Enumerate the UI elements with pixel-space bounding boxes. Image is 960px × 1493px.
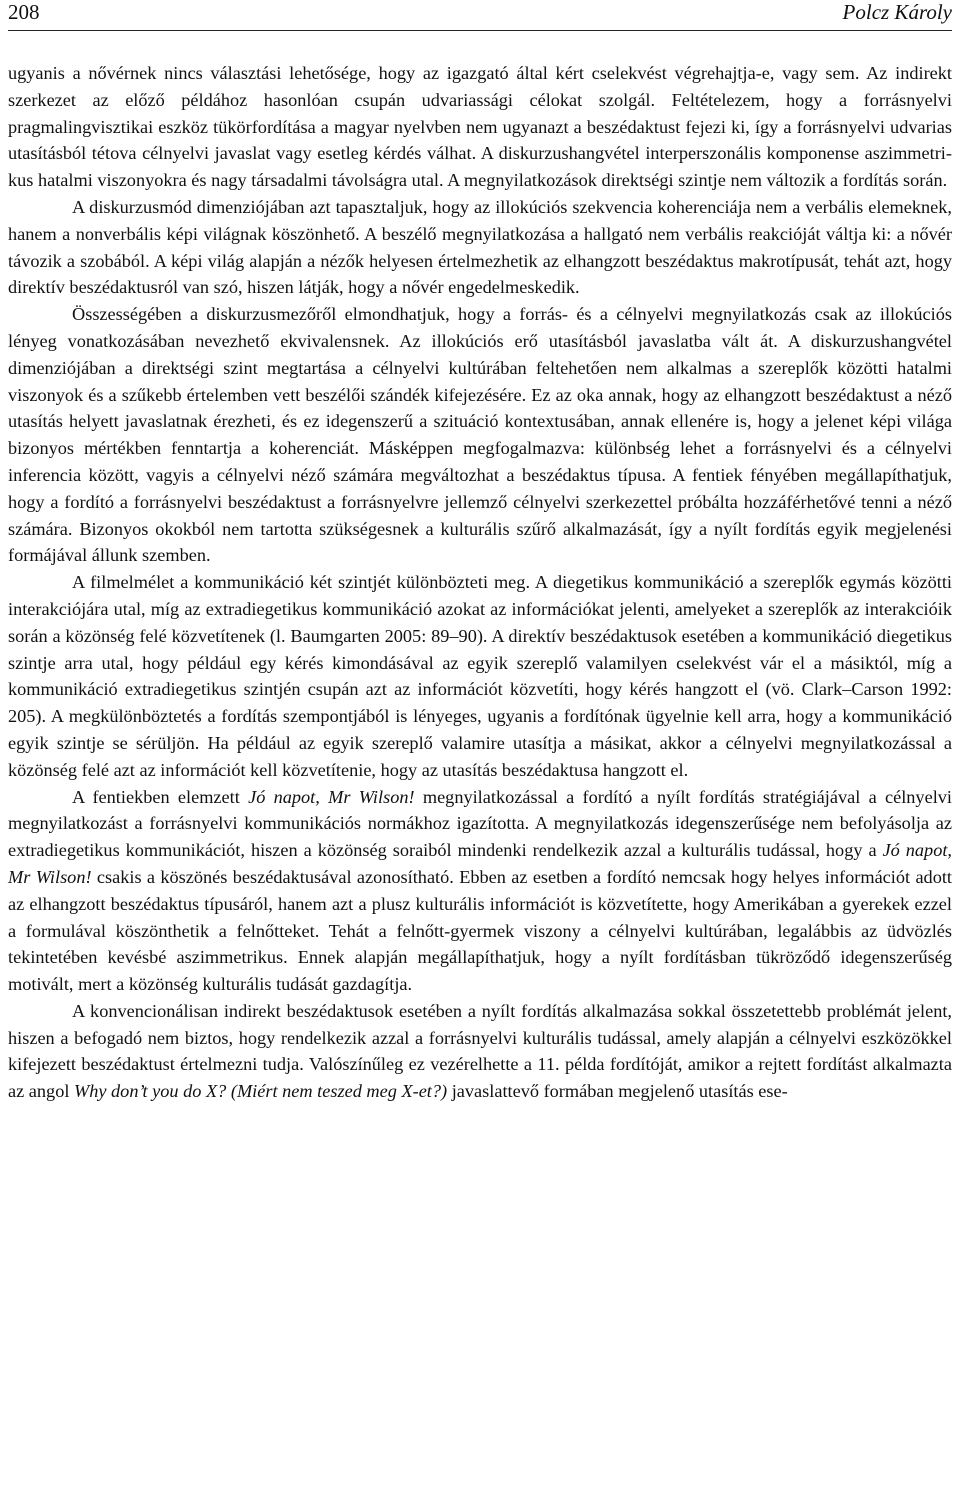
text-run: A filmelmélet a kommunikáció két szintjét különbözteti meg. A diegetikus kommunikáció a szereplők egymás közötti interakciójára utal, míg az extradiegetikus kommunikáció azokat az információkat jelenti, amelyeket a szereplők az interakcióik során a közönség felé közvetítenek (l. Baumgarten 2005: 89–90). A direktív beszédaktusok esetében a kommunikáció diegetikus szintje arra utal, hogy például egy kérés kimondásával az egyik szereplő valamilyen cselekvést vár el a másiktól, míg a kommunikáció extradiegetikus szintjén csupán azt az információt közvetíti, hogy kérés hangzott el (vö. Clark–Carson 1992: 205). A megkülönböztetés a fordítás szempontjából is lényeges, ugyanis a fordítónak ügyelnie kell arra, hogy a kommunikáció egyik szintje se sérüljön. Ha például az egyik szereplő valamire utasítja a másikat, akkor a célnyelvi megnyilatkozással a közönség felé azt az információt kell közvetítenie, hogy az utasítás beszédaktusa hangzott el. [8, 572, 952, 780]
text-run: Összességében a diskurzusmezőről elmondhatjuk, hogy a forrás- és a célnyelvi megnyilatkozás csak az illokúciós lényeg vonatkozásában nevezhető ekvivalensnek. Az illokúciós erő utasításból javaslatba vált át. A diskurzushangvétel dimenziójában a direktségi szint megtartása a célnyelvi kultúrában feltehetően nem alkalmas a szereplők közötti hatalmi viszonyok és a szűkebb értelemben vett beszélői szándék kifejezésére. Ez az oka annak, hogy az elhangzott beszédaktust a néző utasítás helyett javaslatnak érezheti, és ez idegenszerű a szituáció kontextusában, annak ellenére is, hogy a jelenet képi világa bizonyos mértékben fenntartja a koherenciát. Másképpen megfogalmazva: különbség lehet a forrásnyelvi és a célnyelvi inferencia között, vagyis a célnyelvi néző számára megváltozhat a beszédaktus típusa. A fentiek fényében megállapíthatjuk, hogy a fordító a forrásnyelvi beszédaktust a forrásnyelvre jellemző célnyelvi szerkezettel próbálta hozzáférhetővé tenni a néző számára. Bizonyos okokból nem tartotta szükségesnek a kulturális szűrő alkalmazását, így a nyílt fordítás egyik megjelenési formájával állunk szemben. [8, 304, 952, 566]
paragraph [8, 301, 952, 569]
text-run: A diskurzusmód dimenziójában azt tapasztaljuk, hogy az illokúciós szekvencia koherenciája nem a verbális elemeknek, hanem a nonverbális képi világnak köszönhető. A beszélő megnyilatkozása a hallgató nem verbális reakcióját váltja ki: a nővér távozik a szobából. A képi világ alapján a nézők helyesen értelmezhetik az elhangzott beszédaktus makrotípusát, tehát azt, hogy direktív beszédaktusról van szó, hiszen látják, hogy a nővér engedelmeskedik. [8, 196, 952, 298]
italic-phrase: Jó napot, Mr Wilson! [248, 786, 415, 807]
page-number: 208 [8, 0, 40, 24]
page-header [8, 0, 952, 31]
text-run: javaslattevő formában megjelenő utasítás ese- [447, 1081, 788, 1102]
italic-phrase: Why don’t you do X? (Miért nem teszed meg X-et?) [73, 1081, 448, 1102]
paragraph [8, 569, 952, 783]
text-run: A konvencionálisan indirekt beszédaktusok esetében a nyílt fordítás alkalmazása sokkal összetettebb problémát jelent, hiszen a befogadó nem biztos, hogy rendelkezik azzal a forrásnyelvi kulturális tudással, amely alapján a célnyelvi eszközökkel kifejezett beszédaktust értelmezni tudja. Valószínűleg ez vezérelhette a 11. példa fordítóját, amikor a rejtett fordítást alkalmazta az angol [8, 1000, 952, 1102]
paragraph [8, 784, 952, 998]
italic-phrase: Jó napot, Mr Wilson! [8, 840, 952, 887]
text-run: megnyilatkozással a fordító a nyílt fordítás stratégiájával a célnyelvi megnyilatkozást a forrásnyelvi kommunikációs normákhoz igazította. A megnyilatkozás idegenszerűsége nem befolyásolja az extradiegetikus kommunikációt, hiszen a közönség soraiból mindenki rendelkezik azzal a kulturális tudással, hogy a [8, 786, 952, 861]
running-head: Polcz Károly [842, 0, 952, 24]
paragraph [8, 194, 952, 301]
text-run: A fentiekben elemzett [72, 786, 249, 807]
text-run: csakis a köszönés beszédaktusával azonosítható. Ebben az esetben a fordító nemcsak hogy helyes információt adott az elhangzott beszédaktus típusáról, hanem azt a plusz kulturális információt is közvetítette, hogy Amerikában a gyerekek ezzel a formulával köszönthetik a felnőtteket. Tehát a felnőtt-gyermek viszony a célnyelvi kultúrában, legalábbis az üdvözlés tekintetében kevésbé aszimmetrikus. Ennek alapján megállapíthatjuk, hogy a nyílt fordításban tükröződő idegenszerűség motivált, mert a közönség kulturális tudását gazdagítja. [8, 866, 952, 995]
text-run: ugyanis a nővérnek nincs választási lehetősége, hogy az igazgató által kért cselekvést végrehajtja-e, vagy sem. Az indirekt szerkezet az előző példához hasonlóan csupán udvariassági célokat szolgál. Feltételezem, hogy a forrásnyelvi pragmalingvisztikai eszköz tükörfordítása a magyar nyelvben nem ugyanazt a beszédaktust fejezi ki, így a forrásnyelvi udvarias utasításból tétova célnyelvi javaslat vagy esetleg kérdés válhat. A diskurzushangvétel interperszonális komponense aszimmetrikus hatalmi viszonyokra és nagy társadalmi távolságra utal. A megnyilatkozások direktségi szintje nem változik a fordítás során. [8, 63, 952, 191]
paragraph [8, 60, 952, 194]
paragraph [8, 998, 952, 1105]
body-text [8, 60, 952, 1105]
